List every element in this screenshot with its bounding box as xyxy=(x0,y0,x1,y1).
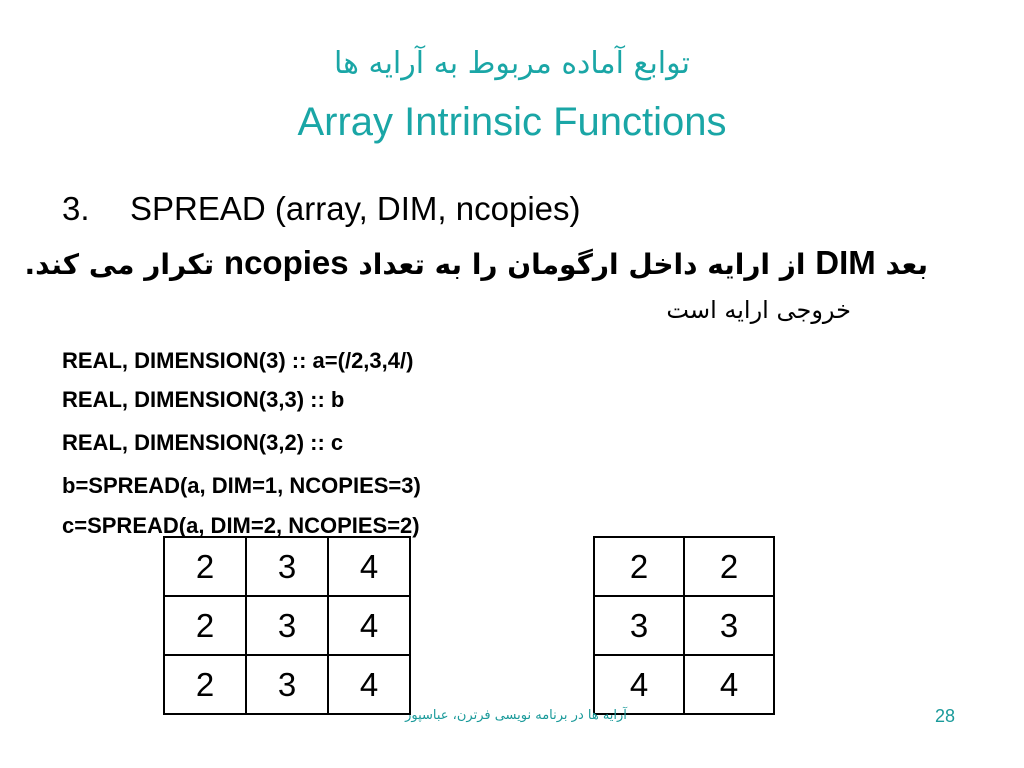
table-cell: 2 xyxy=(684,537,774,596)
description-text: تکرار می کند. xyxy=(24,248,224,281)
description-text: از ارایه داخل ارگومان را به تعداد xyxy=(348,248,816,281)
footer-text: آرایه ها در برنامه نویسی فرترن، عباسپور xyxy=(405,708,627,723)
code-line: REAL, DIMENSION(3) :: a=(/2,3,4/) xyxy=(62,348,414,373)
table-cell: 4 xyxy=(594,655,684,714)
table-cell: 3 xyxy=(246,655,328,714)
page-number: 28 xyxy=(935,706,956,726)
description-line-1 xyxy=(25,244,928,282)
table-row xyxy=(594,596,774,655)
table-cell: 3 xyxy=(246,537,328,596)
table-cell: 4 xyxy=(328,596,410,655)
result-table-b xyxy=(163,536,411,715)
table-cell: 4 xyxy=(328,537,410,596)
code-line: c=SPREAD(a, DIM=2, NCOPIES=2) xyxy=(62,513,420,538)
table-cell: 2 xyxy=(164,655,246,714)
table-cell: 3 xyxy=(246,596,328,655)
table-row xyxy=(594,537,774,596)
table-cell: 4 xyxy=(328,655,410,714)
code-line: REAL, DIMENSION(3,3) :: b xyxy=(62,387,345,412)
code-line: REAL, DIMENSION(3,2) :: c xyxy=(62,430,344,455)
slide-title-persian: توابع آماده مربوط به آرایه ها xyxy=(333,46,690,81)
result-table-c xyxy=(593,536,775,715)
table-cell: 2 xyxy=(594,537,684,596)
table-row xyxy=(594,655,774,714)
description-text: بعد xyxy=(875,248,928,281)
list-item-spread xyxy=(62,190,581,228)
code-line: b=SPREAD(a, DIM=1, NCOPIES=3) xyxy=(62,473,421,498)
table-cell: 4 xyxy=(684,655,774,714)
table-row xyxy=(164,596,410,655)
description-line-2: خروجی ارایه است xyxy=(666,296,851,324)
list-item-text: SPREAD (array, DIM, ncopies) xyxy=(130,190,581,227)
table-cell: 2 xyxy=(164,537,246,596)
list-item-number: 3. xyxy=(62,190,90,227)
table-row xyxy=(164,655,410,714)
table-cell: 2 xyxy=(164,596,246,655)
ncopies-keyword: ncopies xyxy=(223,244,349,281)
table-row xyxy=(164,537,410,596)
table-cell: 3 xyxy=(684,596,774,655)
slide-title-english: Array Intrinsic Functions xyxy=(297,100,727,144)
table-cell: 3 xyxy=(594,596,684,655)
dim-keyword: DIM xyxy=(815,244,876,281)
